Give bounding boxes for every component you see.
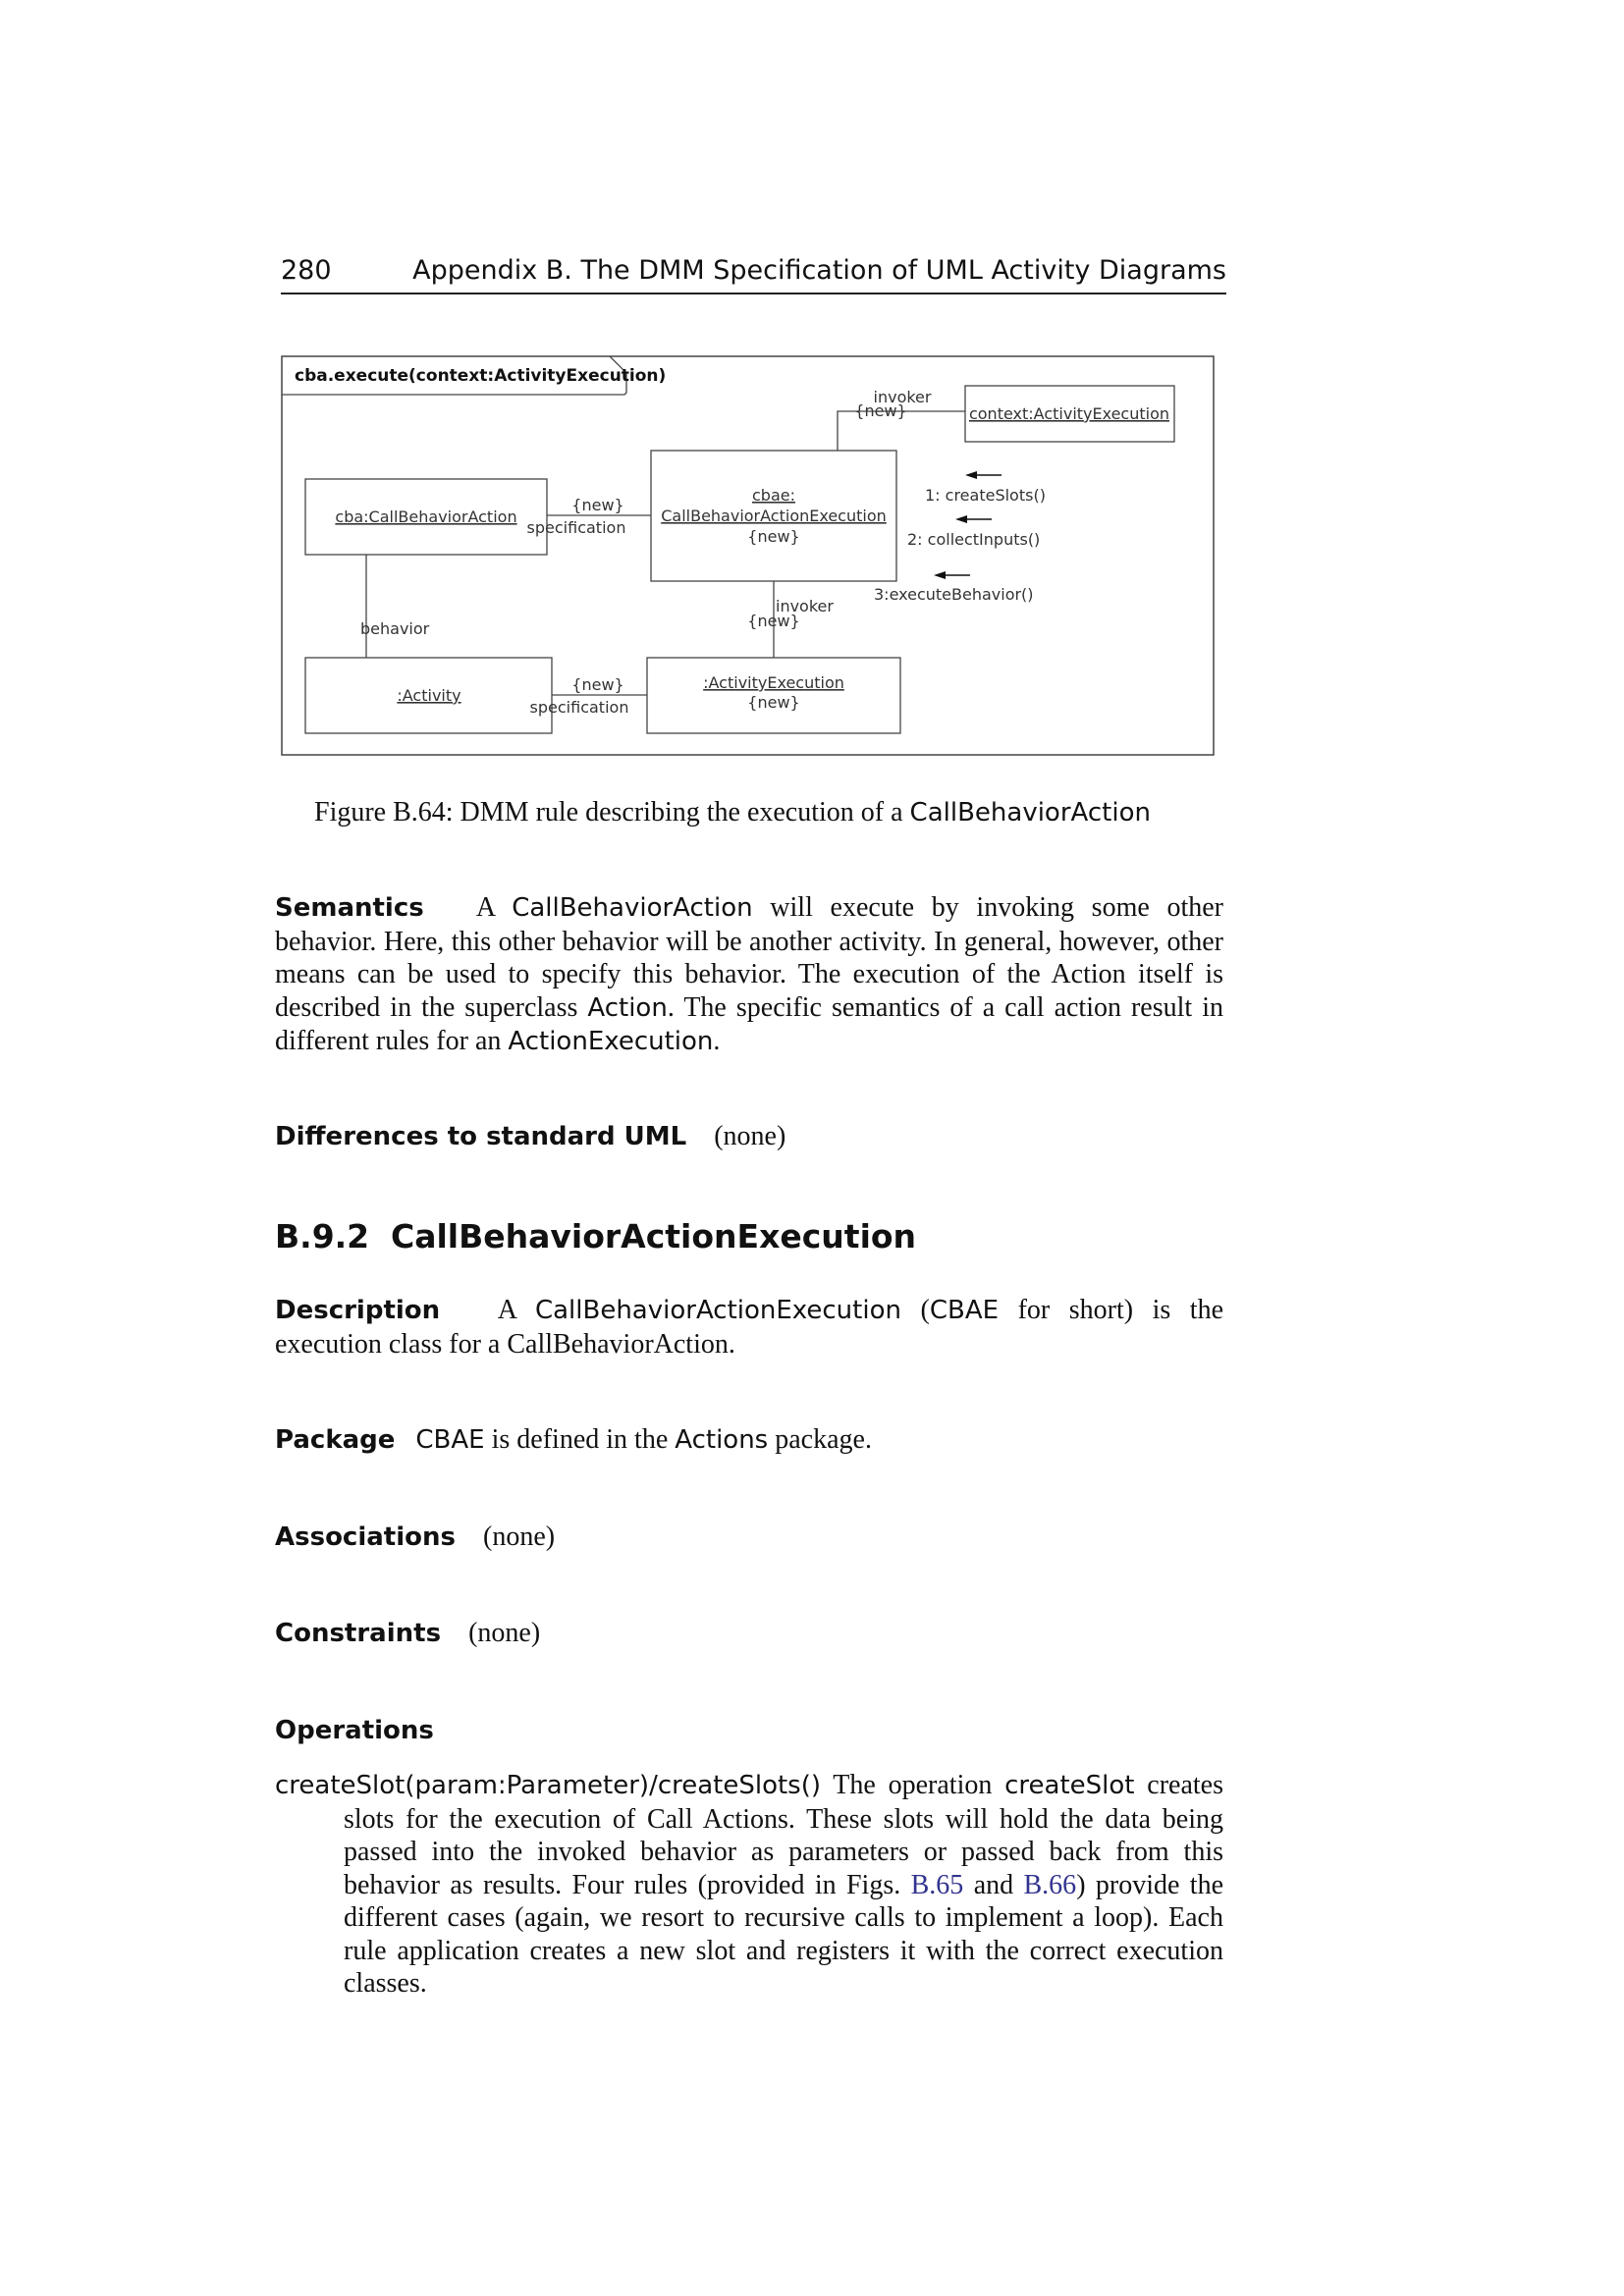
context-activityexecution-label: context:ActivityExecution: [968, 404, 1170, 423]
invoker-mid-role: invoker: [776, 597, 834, 615]
operation-text-3: and: [963, 1869, 1024, 1900]
uml-diagram-canvas: [281, 355, 1216, 758]
page-number: 280: [281, 255, 332, 286]
figure-link-b65[interactable]: B.65: [910, 1869, 964, 1900]
caption-text: Figure B.64: DMM rule describing the execution of a: [314, 797, 910, 828]
semantics-paragraph: [275, 891, 1223, 1059]
activity-label: :Activity: [397, 686, 461, 705]
operation-term-1: createSlot: [1004, 1771, 1135, 1800]
invoker-top-new-tag: {new}: [854, 401, 907, 420]
operation-entry: [275, 1769, 1223, 2001]
operation-text-4: ) provide the different cases (again, we resort to recursive calls to implement a loop). Each rule application creates a new slot and registers it with the correct execution classes.: [344, 1869, 1224, 1999]
operations-label: Operations: [275, 1716, 434, 1745]
differences-value: (none): [714, 1121, 786, 1151]
constraints-paragraph: [275, 1617, 1223, 1651]
package-label: Package: [275, 1425, 396, 1455]
differences-label: Differences to standard UML: [275, 1122, 687, 1151]
description-text-2: (: [900, 1295, 930, 1325]
spec-top-new-tag: {new}: [571, 496, 624, 514]
figure-link-b66[interactable]: B.66: [1023, 1869, 1077, 1900]
constraints-label: Constraints: [275, 1619, 442, 1648]
invoker-top-role: invoker: [873, 388, 932, 406]
semantics-text-1: A: [475, 892, 513, 923]
header-rule: [281, 293, 1226, 294]
cbae-label-line1: cbae:: [752, 486, 795, 505]
semantics-term-1: CallBehaviorAction: [512, 893, 753, 923]
message-2-arrow-head: [955, 515, 967, 523]
differences-paragraph: [275, 1120, 1223, 1154]
section-number: B.9.2: [275, 1217, 370, 1255]
section-heading: [275, 1217, 916, 1255]
constraints-value: (none): [468, 1618, 541, 1648]
message-2: 2: collectInputs(): [907, 530, 1041, 549]
semantics-text-2: will execute by invoking some other behavior. Here, this other behavior will be another activity. In general, however, other means can be used to specify this behavior. The execution of the Action itself is described in the superclass: [275, 892, 1223, 1023]
frame-title: cba.execute(context:ActivityExecution): [295, 366, 667, 386]
spec-bottom-role: specification: [529, 698, 629, 717]
cbae-new-tag: {new}: [747, 527, 800, 546]
running-title: Appendix B. The DMM Specification of UML Activity Diagrams: [412, 255, 1226, 286]
associations-paragraph: [275, 1521, 1223, 1555]
message-1-arrow-head: [965, 471, 977, 479]
package-term-2: Actions: [675, 1425, 769, 1455]
package-paragraph: [275, 1423, 1223, 1458]
semantics-term-2: Action: [587, 992, 668, 1023]
package-text-1: is defined in the: [484, 1424, 676, 1455]
message-3-arrow-head: [934, 571, 946, 579]
description-term-1: CallBehaviorActionExecution: [534, 1296, 901, 1325]
operation-text-1: The operation: [821, 1770, 1005, 1800]
operation-text-2: creates slots for the execution of Call Actions. These slots will hold the data being passed into the invoked behavior as parameters or passed back from this behavior as results. Four rules (provided in Figs.: [344, 1770, 1224, 1900]
behavior-role: behavior: [360, 619, 430, 638]
cbae-label-line2: CallBehaviorActionExecution: [661, 507, 887, 525]
semantics-label: Semantics: [275, 893, 424, 923]
message-1: 1: createSlots(): [925, 486, 1046, 505]
section-title: CallBehaviorActionExecution: [391, 1217, 917, 1255]
invoker-mid-new-tag: {new}: [747, 612, 800, 630]
description-label: Description: [275, 1296, 441, 1325]
cba-label: cba:CallBehaviorAction: [335, 507, 517, 526]
uml-diagram-figure: [281, 355, 1216, 758]
associations-value: (none): [483, 1522, 556, 1552]
spec-bottom-new-tag: {new}: [571, 675, 624, 694]
semantics-term-3: ActionExecution: [508, 1027, 714, 1056]
activityexecution-new-tag: {new}: [747, 693, 800, 712]
message-3: 3:executeBehavior(): [874, 585, 1034, 604]
semantics-text-3: . The specific semantics of a call action result in different rules for an: [275, 991, 1223, 1056]
package-text-2: package.: [768, 1424, 872, 1455]
operation-description: [275, 1769, 1223, 2001]
activityexecution-label: :ActivityExecution: [703, 673, 844, 692]
description-term-2: CBAE: [929, 1296, 1000, 1325]
package-term-1: CBAE: [415, 1425, 485, 1455]
operation-signature: createSlot(param:Parameter)/createSlots(): [275, 1771, 822, 1800]
description-text-3: for short) is the execution class for a CallBehaviorAction.: [275, 1295, 1223, 1360]
figure-caption: [314, 797, 1151, 828]
description-paragraph: [275, 1294, 1223, 1361]
caption-term: CallBehaviorAction: [909, 798, 1151, 828]
semantics-text-4: .: [713, 1026, 721, 1056]
description-text-1: A: [497, 1295, 535, 1325]
spec-top-role: specification: [526, 518, 626, 537]
associations-label: Associations: [275, 1522, 456, 1552]
